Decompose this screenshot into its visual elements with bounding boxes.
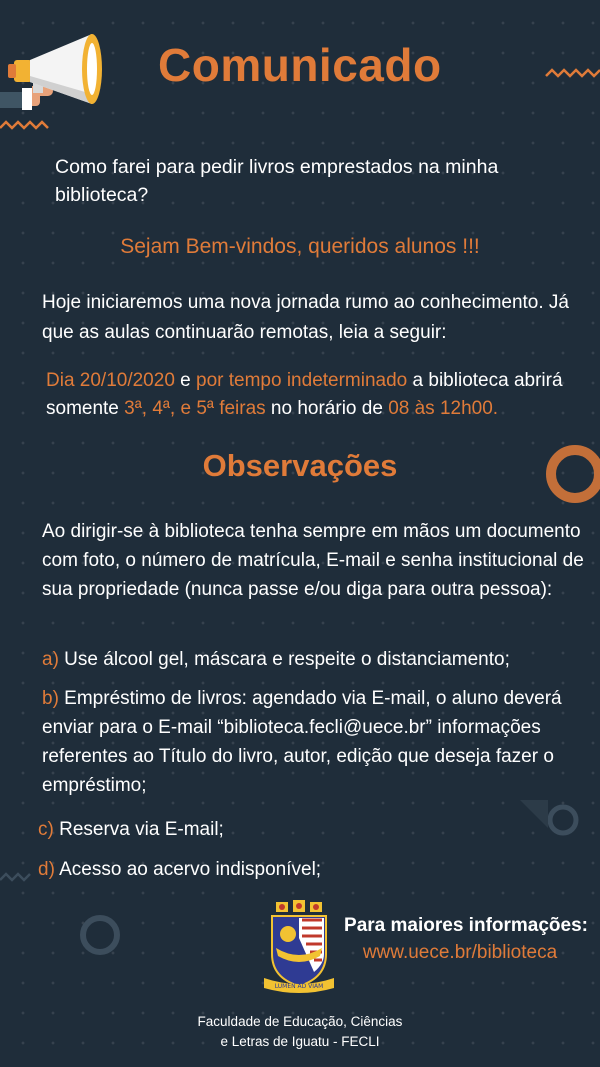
welcome-text: Sejam Bem-vindos, queridos alunos !!! — [120, 235, 480, 258]
more-info-link[interactable]: www.uece.br/biblioteca — [362, 942, 558, 963]
footer-line: e Letras de Iguatu - FECLI — [220, 1034, 380, 1049]
observations-title: Observações — [202, 448, 398, 483]
page-title: Comunicado — [158, 39, 442, 91]
list-item-letter: a) — [42, 649, 59, 670]
list-item-text: Reserva via E-mail; — [53, 819, 224, 840]
schedule-days: 3ª, 4ª, e 5ª feiras — [124, 398, 266, 419]
schedule-hours: 08 às 12h00. — [388, 398, 499, 419]
list-item — [42, 645, 592, 674]
schedule-period: por tempo indeterminado — [196, 370, 408, 391]
crest-motto: LUMEN AD VIAM — [274, 983, 324, 990]
schedule-mid1: a biblioteca abrirá somente — [46, 370, 563, 419]
list-item-text: Empréstimo de livros: agendado via E-mail, o aluno deverá enviar para o E-mail “biblioteca.fecli@uece.br” informações referentes ao Título do livro, autor, edição que deseja fazer o empréstimo; — [42, 688, 562, 796]
ring-decoration — [83, 918, 117, 952]
list-item-letter: b) — [42, 688, 59, 709]
zigzag-decoration — [0, 122, 48, 128]
schedule-mid2: no horário de — [265, 398, 389, 419]
question-text: Como farei para pedir livros emprestados na minha biblioteca? — [55, 156, 499, 206]
list-item — [38, 855, 588, 884]
list-item-text: Use álcool gel, máscara e respeite o distanciamento; — [58, 649, 510, 670]
schedule-text — [46, 367, 596, 423]
list-item — [42, 684, 592, 800]
university-crest-logo — [262, 898, 336, 996]
zigzag-decoration — [546, 70, 600, 76]
list-item-text: Acesso ao acervo indisponível; — [54, 859, 322, 880]
more-info-heading: Para maiores informações: — [344, 915, 588, 936]
footer-line: Faculdade de Educação, Ciências — [197, 1014, 403, 1029]
megaphone-icon — [0, 30, 115, 120]
list-item-letter: c) — [38, 819, 54, 840]
list-item — [38, 815, 588, 844]
intro-text: Hoje iniciaremos uma nova jornada rumo ao conhecimento. Já que as aulas continuarão remotas, leia a seguir: — [42, 292, 569, 343]
observations-text: Ao dirigir-se à biblioteca tenha sempre em mãos um documento com foto, o número de matrícula, E-mail e senha institucional de sua propriedade (nunca passe e/ou diga para outra pessoa): — [42, 521, 584, 600]
schedule-date: Dia 20/10/2020 — [46, 370, 175, 391]
footer-institution — [150, 1012, 450, 1052]
schedule-and: e — [174, 370, 197, 391]
list-item-letter: d) — [38, 859, 55, 880]
zigzag-decoration — [0, 874, 30, 880]
